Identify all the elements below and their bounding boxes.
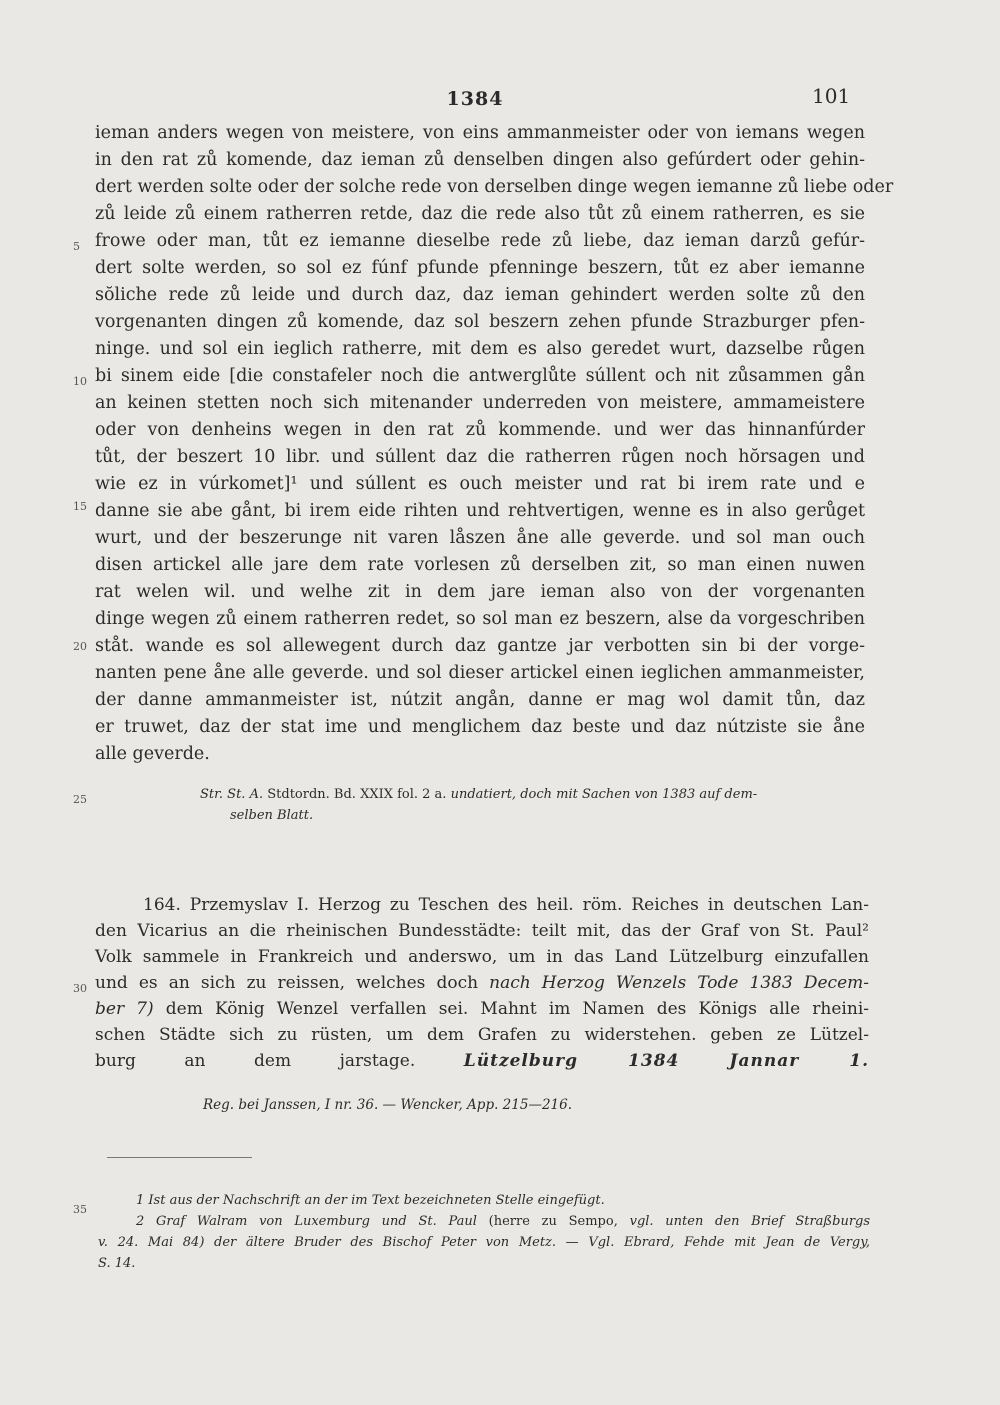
- text-line: nanten pene åne alle geverde. und sol dieser artickel einen ieglichen ammanmeister,: [95, 663, 865, 683]
- text-line: disen artickel alle jare dem rate vorlesen zů derselben zit, so man einen nuwen: [95, 555, 865, 575]
- header-year: 1384: [446, 88, 504, 110]
- text-line: danne sie abe gånt, bi irem eide rihten und rehtvertigen, wenne es in also gerůget: [95, 501, 865, 521]
- page-number: 101: [812, 84, 851, 108]
- text-line: ninge. und sol ein ieglich ratherre, mit dem es also geredet wurt, dazselbe růgen: [95, 339, 865, 359]
- regest-line: Volk sammele in Frankreich und anderswo, um in das Land Lützelburg einzufallen: [95, 947, 869, 967]
- source-note: [200, 784, 870, 826]
- line-number: 30: [73, 982, 87, 995]
- source-reference: Stdtordn. Bd. XXIX fol. 2 a.: [267, 787, 447, 802]
- regest-line: schen Städte sich zu rüsten, um dem Grafen zu widerstehen. geben ze Lützel-: [95, 1025, 869, 1045]
- regest-164: [95, 892, 869, 1074]
- main-text: [95, 120, 894, 768]
- regest-date-note-cont: ber 7): [95, 999, 154, 1019]
- line-number: 35: [73, 1203, 87, 1216]
- text-line: zů leide zů einem ratherren retde, daz die rede also tůt zů einem ratherren, es sie: [95, 204, 865, 224]
- text-line: frowe oder man, tůt ez iemanne dieselbe rede zů liebe, daz ieman darzů gefúr-: [95, 231, 865, 251]
- text-line: ieman anders wegen von meistere, von eins ammanmeister oder von iemans wegen: [95, 123, 865, 143]
- text-line: dinge wegen zů einem ratherren redet, so sol man ez beszern, alse da vorgeschriben: [95, 609, 865, 629]
- footnote-2-part: vgl. unten den Brief Straßburgs: [629, 1214, 871, 1229]
- text-line: rat welen wil. und welhe zit in dem jare ieman also von der vorgenanten: [95, 582, 865, 602]
- text-line: vorgenanten dingen zů komende, daz sol beszern zehen pfunde Strazburger pfen-: [95, 312, 865, 332]
- text-line: oder von denheins wegen in den rat zů kommende. und wer das hinnanfúrder: [95, 420, 865, 440]
- footnote-2-cont: v. 24. Mai 84) der ältere Bruder des Bischof Peter von Metz. — Vgl. Ebrard, Fehde mit Jean de Vergy,: [98, 1235, 870, 1250]
- text-line: dert solte werden, so sol ez fúnf pfunde pfenninge beszern, tůt ez aber iemanne: [95, 258, 865, 278]
- line-number: 25: [73, 793, 87, 806]
- text-line: tůt, der beszert 10 libr. und súllent daz die ratherren růgen noch hŏrsagen und: [95, 447, 865, 467]
- regest-line: burg an dem jarstage.: [95, 1051, 416, 1071]
- footnote-1: 1 Ist aus der Nachschrift an der im Text bezeichneten Stelle eingefügt.: [136, 1193, 605, 1208]
- source-remark-cont: selben Blatt.: [230, 808, 314, 823]
- text-line: alle geverde.: [95, 744, 210, 764]
- regest-line: den Vicarius an die rheinischen Bundesstädte: teilt mit, das der Graf von St. Paul²: [95, 921, 869, 941]
- text-line: sŏliche rede zů leide und durch daz, daz ieman gehindert werden solte zů den: [95, 285, 865, 305]
- text-line: der danne ammanmeister ist, nútzit angån, danne er mag wol damit tůn, daz: [95, 690, 865, 710]
- text-line: wie ez in vúrkomet]¹ und súllent es ouch meister und rat bi irem rate und e: [95, 474, 865, 494]
- footnote-divider: [107, 1157, 252, 1158]
- text-line: bi sinem eide [die constafeler noch die antwerglůte súllent och nit zůsammen gån: [95, 366, 865, 386]
- text-line: ståt. wande es sol allewegent durch daz gantze jar verbotten sin bi der vorge-: [95, 636, 865, 656]
- regest-line: Przemyslav I. Herzog zu Teschen des heil. röm. Reiches in deutschen Lan-: [189, 895, 869, 915]
- source-remark: undatiert, doch mit Sachen von 1383 auf dem-: [450, 787, 758, 802]
- footnotes: [98, 1190, 871, 1274]
- regest-number: 164.: [143, 895, 181, 915]
- line-number: 5: [73, 240, 80, 253]
- footnote-2: [108, 1211, 870, 1232]
- text-line: wurt, und der beszerunge nit varen låszen åne alle geverde. und sol man ouch: [95, 528, 865, 548]
- regest-date-note: nach Herzog Wenzels Tode 1383 Decem-: [489, 973, 870, 993]
- footnote-2-part: (herre zu Sempo,: [488, 1214, 618, 1229]
- regest-source: Reg. bei Janssen, I nr. 36. — Wencker, App. 215—216.: [203, 1097, 573, 1113]
- regest-line: und es an sich zu reissen, welches doch: [95, 973, 479, 993]
- source-archive: Str. St. A.: [200, 787, 264, 802]
- text-line: an keinen stetten noch sich mitenander underreden von meistere, ammameistere: [95, 393, 865, 413]
- text-line: dert werden solte oder der solche rede von derselben dinge wegen iemanne zů liebe oder: [95, 177, 894, 197]
- regest-date: Lützelburg 1384 Jannar 1.: [463, 1051, 870, 1071]
- line-number: 20: [73, 640, 87, 653]
- text-line: er truwet, daz der stat ime und menglichem daz beste und daz nútziste sie åne: [95, 717, 865, 737]
- line-number: 10: [73, 375, 87, 388]
- footnote-2-end: S. 14.: [98, 1256, 136, 1271]
- footnote-2-part: 2 Graf Walram von Luxemburg und St. Paul: [136, 1214, 477, 1229]
- line-number: 15: [73, 500, 87, 513]
- regest-line: dem König Wenzel verfallen sei. Mahnt im Namen des Königs alle rheini-: [165, 999, 869, 1019]
- text-line: in den rat zů komende, daz ieman zů denselben dingen also gefúrdert oder gehin-: [95, 150, 865, 170]
